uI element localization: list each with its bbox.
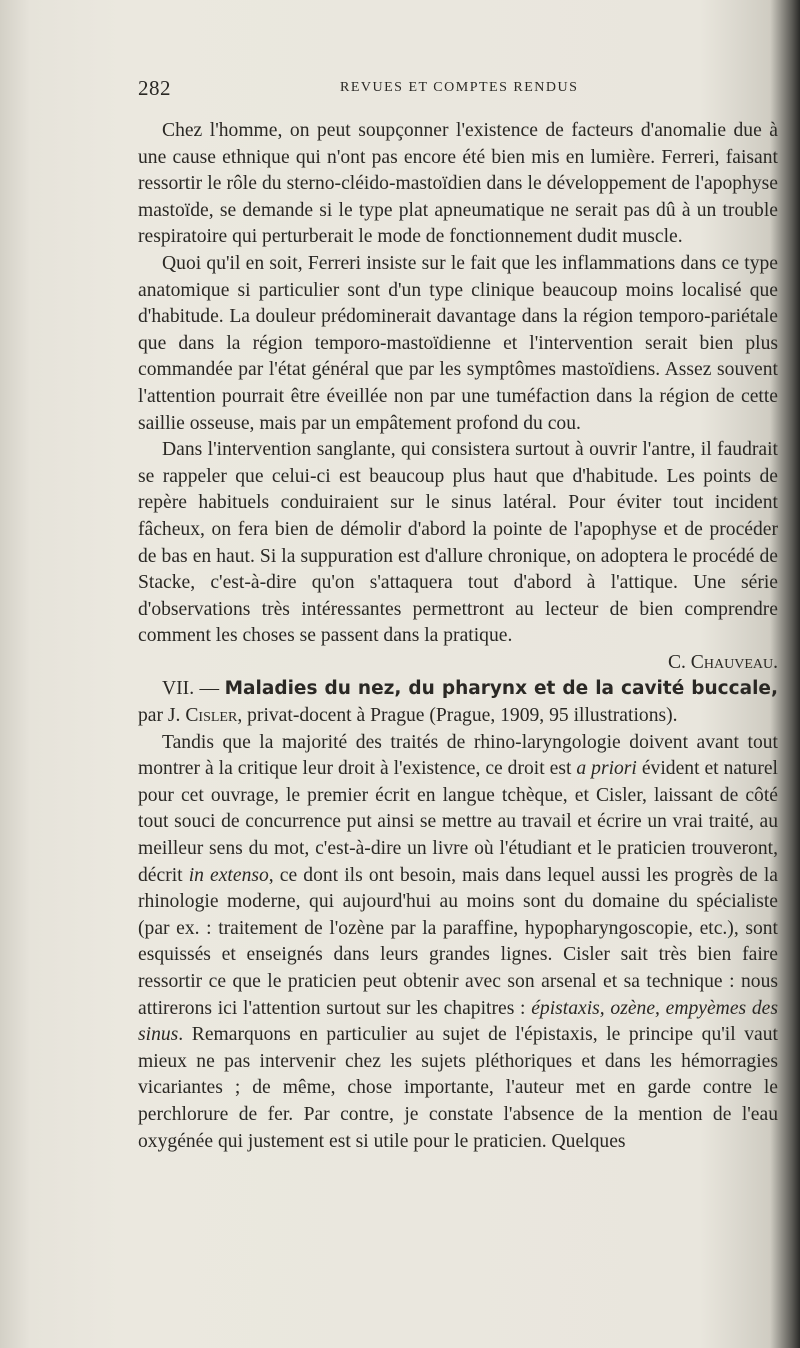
section-heading	[138, 676, 778, 729]
text-run: Tandis que la majorité des traités de rhino-laryngologie doivent avant tout montrer à la critique leur droit à l'existence, ce droit est	[138, 731, 778, 780]
section-details: privat-docent à Prague (Prague, 1909, 95 illustrations).	[247, 705, 678, 727]
paragraph: Dans l'intervention sanglante, qui consistera surtout à ouvrir l'antre, il faudrait se rappeler que celui-ci est beaucoup plus haut que d'habitude. Les points de repère habituels conduiraient sur le sinus latéral. Pour éviter tout incident fâcheux, on fera bien de démolir d'abord la pointe de l'apophyse et de procéder de bas en haut. Si la suppuration est d'allure chronique, on adoptera le procédé de Stacke, c'est-à-dire qu'on s'attaquera tout d'abord à l'attique. Une série d'observations très intéressantes permettront au lecteur de bien comprendre comment les choses se passent dans la pratique.	[138, 439, 778, 647]
text-run: . Remarquons en particulier au sujet de l'épistaxis, le principe qu'il vaut mieux ne pas intervenir chez les sujets pléthoriques et dans les hémorragies vicariantes ; de même, chose importante, l'auteur met en garde contre le perchlorure de fer. Par contre, je constate l'absence de la mention de l'eau oxygénée qui justement est si utile pour le praticien. Quelques	[138, 1024, 778, 1152]
page-header	[138, 76, 778, 106]
text-run: évident et naturel pour cet ouvrage, le premier écrit en langue tchèque, et Cisler, laissant de côté tout souci de concurrence put ainsi se mettre au travail et écrire un vrai traité, au meilleur sens du mot, c'est-à-dire un livre où l'étudiant et le praticien trouveront, décrit	[138, 758, 778, 886]
italic-text: in extenso	[188, 864, 269, 886]
section-by: par J.	[138, 705, 181, 727]
body-text	[138, 118, 778, 1155]
paragraph: Chez l'homme, on peut soupçonner l'existence de facteurs d'anomalie due à une cause ethnique qui n'ont pas encore été bien mis en lumière. Ferreri, faisant ressortir le rôle du sterno-cléido-mastoïdien dans le développement de l'apophyse mastoïde, se demande si le type plat apneumatique ne serait pas dû à un trouble respiratoire qui perturberait le mode de fonctionnement dudit muscle.	[138, 120, 778, 248]
text-run: , ce dont ils ont besoin, mais dans lequel aussi les progrès de la rhinologie moderne, qui aujourd'hui au moins sont du domaine du spécialiste (par ex. : traitement de l'ozène par la paraffine, hypopharyngoscopie, etc.), sont esquissés et enseignés dans leurs grandes lignes. Cisler sait très bien faire ressortir ce que le praticien peut obtenir avec son arsenal et sa technique : nous attirerons ici l'attention surtout sur les chapitres :	[138, 864, 778, 1019]
paragraph: Quoi qu'il en soit, Ferreri insiste sur le fait que les inflammations dans ce type anatomique si particulier sont d'un type clinique beaucoup moins localisé que d'habitude. La douleur prédominerait davantage dans la région temporo-pariétale que dans la région temporo-mastoïdienne et l'intervention serait bien plus commandée par l'état général que par les symptômes mastoïdiens. Assez souvent l'attention pourrait être éveillée non par une tuméfaction dans la région de cette saillie osseuse, mais par un empâtement profond du cou.	[138, 252, 778, 434]
italic-text: épistaxis, ozène, empyèmes des sinus	[138, 997, 778, 1046]
page-number: 282	[138, 76, 171, 100]
section-title: Maladies du nez, du pharynx et de la cavité buccale,	[224, 678, 779, 700]
section-author: Cisler,	[185, 705, 243, 727]
italic-text: a priori	[576, 758, 637, 780]
paragraph	[138, 730, 778, 1156]
review-signature	[138, 650, 778, 677]
signature-name: C. Chauveau.	[667, 651, 778, 673]
running-title: REVUES ET COMPTES RENDUS	[340, 80, 579, 95]
section-number: VII. —	[162, 678, 220, 700]
